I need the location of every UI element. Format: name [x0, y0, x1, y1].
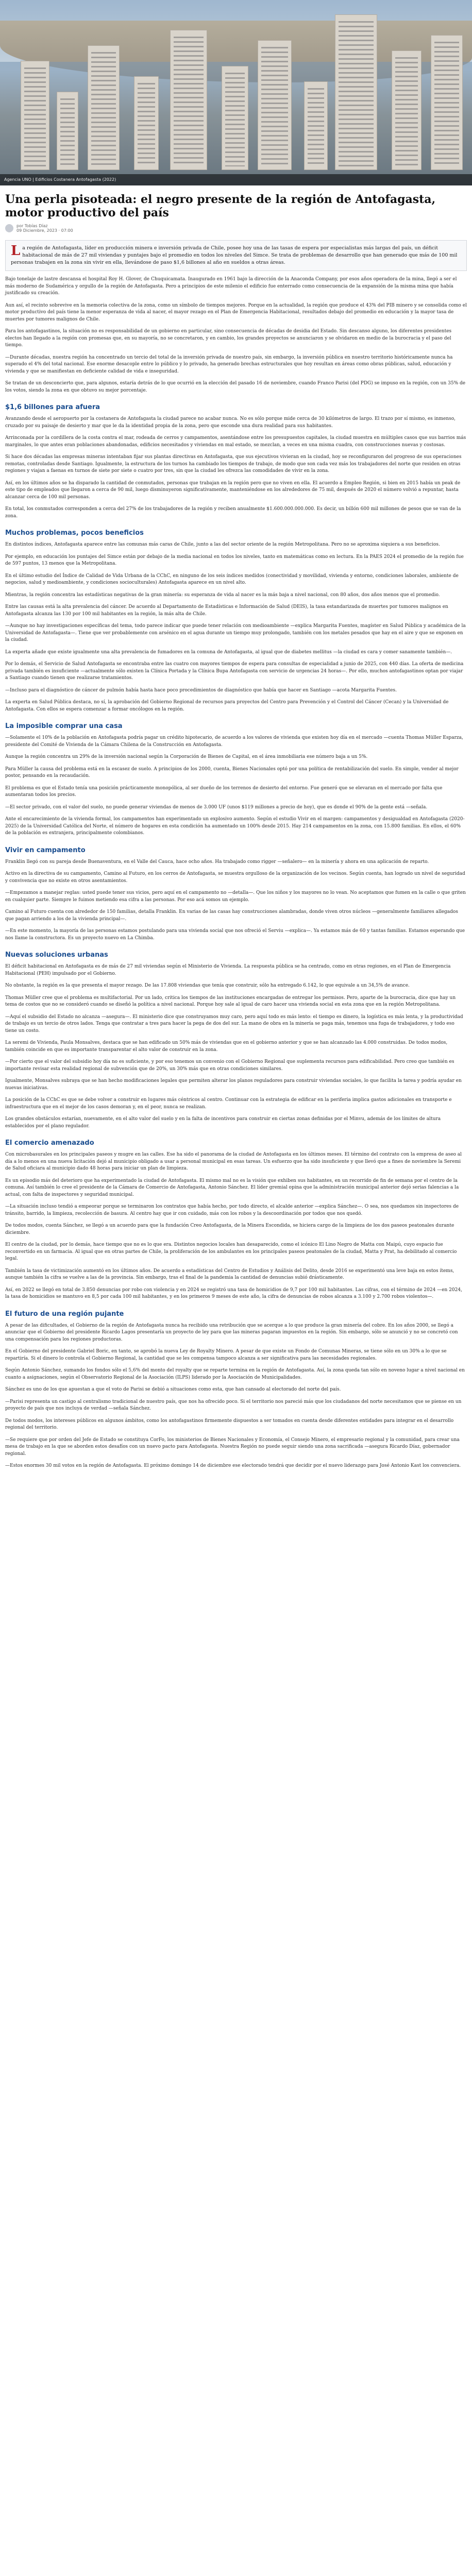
paragraph: Ante el encarecimiento de la vivienda formal, los campamentos han experimentado un explosivo aumento. Según el estudio Vivir en el margen: campamentos y desigualdad en Antofagasta (2020-2025) de la Universidad Católica del Norte, el número de hogares en esta condición ha aumentado un 100% desde 2015. Hay 214 campamentos en la zona, con 15.800 familias. En ellos, el 60% de la población es extranjera, principalmente colombianos. [5, 817, 465, 836]
hero-building [431, 35, 463, 170]
paragraph: —Aunque no hay investigaciones específicas del tema, todo parece indicar que puede tener relación con medioambiente —explica Margarita Fuentes, magíster en Salud Pública y académica de la Universidad de Antofagasta—. Tiene que ver probablemente con arsénico en el agua durante un tiempo muy prolongado, también con los metales pesados que hay en el aire y que se exponen en la ciudad. [5, 623, 466, 642]
section-heading: Muchos problemas, pocos beneficios [5, 529, 144, 537]
paragraph: Franklin llegó con su pareja desde Buenaventura, en el Valle del Cauca, hace ocho años. Ha trabajado como rigger —señalero— en la minería y ahora en una aplicación de reparto. [5, 859, 429, 865]
section-heading: El comercio amenazado [5, 1139, 94, 1147]
paragraph: En total, los conmutados corresponden a cerca del 27% de los trabajadores de la región y reciben anualmente $1.600.000.000.000. Es decir, un billón 600 mil millones de pesos que se van de la zona. [5, 506, 461, 519]
paragraph: El problema es que el Estado tenía una posición prácticamente monopólica, al ser dueño de los terrenos de desierto del entorno. Fue generó que se elevaran en el mercado por falta que aumentaran todos los precios. [5, 785, 443, 798]
hero-building [304, 81, 328, 170]
paragraph: Mientras, la región concentra las estadísticas negativas de la gran minería: su esperanza de vida al nacer es la más baja a nivel nacional, con 80 años, dos años menos que el promedio. [5, 592, 440, 598]
paragraph: La seremi de Vivienda, Paula Monsalves, destaca que se han edificado un 50% más de viviendas que en el gobierno anterior y que se han alcanzado las 4.000 construidas. De todos modos, también coincide en que es importante transparentar el alto valor de construir en la zona. [5, 1040, 448, 1053]
paragraph: —El sector privado, con el valor del suelo, no puede generar viviendas de menos de 3.000 UF (unos $119 millones a precio de hoy), que es donde el 90% de la gente está —señala. [5, 804, 428, 810]
paragraph: Los grandes obstáculos estarían, nuevamente, en el alto valor del suelo y en la falta de incentivos para construir en ciertas zonas definidas por el Minvu, además de los límites de altura establecidos por el plano regulador. [5, 1116, 441, 1129]
paragraph: Según Antonio Sánchez, sumando los fondos sólo el 5,6% del monto del royalty que se reparte termina en la región de Antofagasta. Así, la zona queda tan sólo en noveno lugar a nivel nacional en cuanto a asignaciones, según el Observatorio Regional de la Asociación (ILPS) liderado por la Asociación de Municipalidades. [5, 1368, 465, 1380]
paragraph: —Aquí el subsidio del Estado no alcanza —asegura—. El ministerio dice que construyamos muy caro, pero aquí todo es más lento: el tiempo es dinero, la logística es más lenta, y la productividad de trabajo es un tercio de otros lados. Tenga que contratar a tres para hacer la pega de dos del sur. La mano de obra en la minería se paga más, tenemos una fuga de trabajadores, y todo eso tiene un costo. [5, 1014, 463, 1033]
paragraph: Aun así, el recinto sobrevive en la memoria colectiva de la zona, como un símbolo de tiempos mejores. Porque en la actualidad, la región que produce el 43% del PIB minero y se consolida como el motor productivo del país tiene la menor esperanza de vida al nacer, el mayor rezago en el Plan de Emergencia Habitacional, resultados debajo del promedio en educación y la mayor tasa de muertes por tumores malignos de Chile. [5, 302, 467, 322]
paragraph: —Durante décadas, nuestra región ha concentrado un tercio del total de la inversión privada de nuestro país, sin embargo, la inversión pública en nuestro territorio históricamente nunca ha superado el 4% del total nacional. Ese enorme desacople entre lo público y lo privado, ha generado brechas estructurales que hoy resultan en áreas como obras públicas, salud, educación y vivienda y que se manifiestan en deficiente calidad de vida e inseguridad. [5, 354, 453, 374]
section-heading: La imposible comprar una casa [5, 722, 123, 730]
hero-building [258, 40, 292, 170]
paragraph: Thomas Müller cree que el problema es multifactorial. Por un lado, critica los tiempos de las instituciones encargadas de entregar los permisos. Pero, aparte de la burocracia, dice que hay un tema de costos que no se consideró cuando se diseñó la política a nivel nacional. Porque hoy sale al igual de caro hacer una vivienda social en esta zona que en la región Metropolitana. [5, 995, 456, 1007]
paragraph: Entre las causas está la alta prevalencia del cáncer. De acuerdo al Departamento de Estadísticas e Información de Salud (DEIS), la tasa estandarizada de muertes por tumores malignos en Antofagasta alcanza las 130 por 100 mil habitantes en la región, la más alta de Chile. [5, 604, 448, 617]
article [0, 185, 472, 1470]
paragraph: Bajo tonelaje de lastre descansa el hospital Roy H. Glover, de Chuquicamata. Inaugurado en 1961 bajo la dirección de la Anaconda Company, por esos años operadora de la mina, llegó a ser el más moderno de Sudamérica y orgullo de la región de Antofagasta. Pero a principios de este milenio el edificio fue enterrado como consecuencia de la expansión de la misma mina que había justificado su creación. [5, 277, 457, 296]
paragraph: Por ejemplo, en educación los puntajes del Simce están por debajo de la media nacional en todos los niveles, tanto en matemáticas como en lectura. En la PAES 2024 el promedio de la región fue de 597 puntos, 13 menos que la Metropolitana. [5, 554, 464, 566]
hero-building [335, 14, 377, 170]
paragraph: En distintos índices, Antofagasta aparece entre las comunas más caras de Chile, junto a las del sector oriente de la región Metropolitana. Pero no se aproxima siquiera a sus beneficios. [5, 542, 440, 547]
paragraph: El déficit habitacional en Antofagasta es de más de 27 mil viviendas según el Ministerio de Vivienda. La respuesta pública se ha centrado, como en otras regiones, en el Plan de Emergencia Habitacional (PEH) impulsado por el Gobierno. [5, 964, 451, 976]
paragraph: Aunque la región concentra un 29% de la inversión nacional según la Corporación de Bienes de Capital, en el área inmobiliaria ese número baja a un 5%. [5, 754, 368, 759]
hero-caption: Agencia UNO | Edificios Costanera Antofagasta (2022) [0, 174, 472, 185]
paragraph: La experta añade que existe igualmente una alta prevalencia de fumadores en la comuna de Antofagasta, al igual que de diabetes mellitus —la ciudad es cara y comer sanamente también—. [5, 649, 452, 655]
paragraph: —Empezamos a manejar reglas: usted puede tener sus vicios, pero aquí en el campamento no —detalla—. Que los niños y los mayores no lo vean. No aceptamos que fumen en la calle o que griten en cualquier parte. Siempre le fuimos metiendo esa cifra a las personas. Por eso acá somos un ejemplo. [5, 890, 466, 903]
paragraph: Avanzando desde el aeropuerto por la costanera de Antofagasta la ciudad parece no acabar nunca. No es sólo porque mide cerca de 30 kilómetros de largo. El trazo por sí mismo, es inmenso, cruzado por su paisaje de desierto y mar que le da la identidad propia de la zona, pero que esconde una dura realidad para sus habitantes. [5, 416, 456, 429]
paragraph: —Solamente el 10% de la población en Antofagasta podría pagar un crédito hipotecario, de acuerdo a los valores de vivienda que existen hoy día en el mercado —cuenta Thomas Müller Esparza, presidente del Comité de Vivienda de la Cámara Chilena de la Construcción en Antofagasta. [5, 735, 463, 748]
paragraph: De todos modos, los intereses públicos en algunos ámbitos, como los antofagastinos firmemente dispuestos a ser tomados en cuenta desde diferentes entidades para integrar en el desarrollo regional del territorio. [5, 1418, 454, 1430]
paragraph: —Se requiere que por orden del Jefe de Estado se constituya CorFo, los ministerios de Bienes Nacionales y Economía, el Consejo Minero, el empresario regional y la comunidad, para crear una mesa de trabajo en la que se aborden estos desafíos con un nuevo pacto para Antofagasta. Nuestra Región no puede seguir siendo una zona sacrificada —asegura Ricardo Díaz, gobernador regional. [5, 1437, 460, 1456]
paragraph: Es un episodio más del deterioro que ha experimentado la ciudad de Antofagasta. El mismo mal no es la visión que exhiben sus habitantes, en un recorrido de fin de semana por el centro de la comuna. Así también lo cree el presidente de la Cámara de Comercio de Antofagasta, Antonio Sánchez. El líder gremial opina que la administración municipal anterior dejó serias falencias a la actual, con falta de inspectores y seguridad municipal. [5, 1178, 459, 1197]
article-body [5, 276, 467, 1470]
paragraph: Para Müller la causa del problema está en la escasez de suelo. A principios de los 2000, cuenta, Bienes Nacionales optó por una política de rentabilización del suelo. En simple, vender al mejor postor, pensando en la recaudación. [5, 766, 459, 778]
lead-dropcap: L [11, 243, 21, 259]
paragraph: —Estos enormes 30 mil votos en la región de Antofagasta. El próximo domingo 14 de diciembre ese electorado tendrá que decidir por el nuevo liderazgo para José Antonio Kast los convenciera. [5, 1463, 461, 1468]
hero-building [88, 45, 120, 170]
paragraph: En el Gobierno del presidente Gabriel Boric, en tanto, se aprobó la nueva Ley de Royalty Minero. A pesar de que existe un Fondo de Comunas Mineras, se tiene sólo en un 30% a lo que se repartiría. Si el dinero lo controla el Gobierno Regional, la cantidad que se les compensa tampoco alcanza a ser significativa para las necesidades regionales. [5, 1349, 447, 1361]
paragraph: La posición de la CChC es que se debe volver a construir en lugares más céntricos al centro. Continuar con la estrategia de edificar en la periferia implica gastos adicionales en transporte e infraestructura que en el mejor de los casos demoran y, en el peor, nunca se realizan. [5, 1097, 452, 1110]
paragraph: Así, en 2022 se llegó en total de 3.850 denuncias por robo con violencia y en 2024 se registró una tasa de homicidios de 9,7 por 100 mil habitantes. Las cifras, con el término de 2024 —en 2024, la tasa de homicidios se mantuvo en 8,5 por cada 100 mil habitantes, y en los primeros 9 meses de este año, la cifra de denuncias de robos alcanza a 3.100 y 2.700 robos violentos—. [5, 1287, 462, 1299]
hero-building [222, 66, 248, 170]
paragraph: Sánchez es uno de los que apuestan a que el voto de Parisi se debió a situaciones como esta, que han cansado al electorado del norte del país. [5, 1387, 341, 1392]
hero-building [57, 92, 78, 170]
paragraph: Para los antofagastinos, la situación no es responsabilidad de un gobierno en particular, sino consecuencia de décadas de desidia del Estado. Sin descanso alguno, los diferentes presidentes electos han llegado a la región con promesas que, en su mayoría, no se concretaron, y en cambio, los grandes proyectos se anunciaron y se olvidaron en medio de la burocracia y el paso del tiempo. [5, 329, 452, 348]
byline [5, 224, 467, 233]
article-lead [5, 240, 467, 271]
hero-building [170, 30, 207, 170]
paragraph: Se tratan de un desconcierto que, para algunos, estaría detrás de lo que ocurrió en la elección del pasado 16 de noviembre, cuando Franco Parisi (del PDG) se impuso en la región, con un 35% de los votos, siendo la zona en que obtuvo su mejor porcentaje. [5, 381, 466, 393]
paragraph: Activo en la directiva de su campamento, Camino al Futuro, en los cerros de Antofagasta, se muestra orgulloso de la organización de los vecinos. Según cuenta, han logrado un nivel de seguridad y convivencia que no existe en otros asentamientos. [5, 871, 465, 884]
paragraph: A pesar de las dificultades, el Gobierno de la región de Antofagasta nunca ha recibido una retribución que se acerque a lo que produce la gran minería del cobre. En los años 2000, se llegó a anunciar que el Gobierno del presidente Ricardo Lagos presentaría un proyecto de ley para que las mineras pagaran impuestos en la región. Sin embargo, sólo se anunció y no se concretó con una compensación para los regiones productoras. [5, 1323, 458, 1342]
paragraph: No obstante, la región es la que presenta el mayor rezago. De las 17.808 viviendas que tenía que construir, sólo ha entregado 6.142, lo que equivale a un 34,5% de avance. [5, 983, 410, 988]
section-heading: Vivir en campamento [5, 846, 86, 854]
publish-date: 09 Diciembre, 2023 · 07:00 [16, 228, 73, 233]
paragraph: —En este momento, la mayoría de las personas estamos postulando para una vivienda social que nos ofreció el Serviu —explica—. Ya estamos más de 60 y tantas familias. Estamos esperando que nos llame la constructora. Es un proyecto nuevo en La Chimba. [5, 928, 465, 941]
paragraph: De todos modos, cuenta Sánchez, se llegó a un acuerdo para que la fundación Creo Antofagasta, de la Minera Escondida, se hiciera cargo de la limpieza de los dos paseos peatonales durante diciembre. [5, 1223, 454, 1235]
section-heading: Nuevas soluciones urbanas [5, 951, 108, 959]
paragraph: Así, en los últimos años se ha disparado la cantidad de conmutados, personas que trabajan en la región pero que no viven en ella. El acuerdo a Empleo Región, si bien en 2015 había un peak de este tipo de empleados que llegaron a cerca de 90 mil, luego disminuyeron significativamente, manteniéndose en los alrededores de 75 mil, después de 2020 el número volvió a repuntar, hasta alcanzar cerca de 100 mil personas. [5, 480, 461, 500]
hero-image [0, 0, 472, 185]
author-name[interactable]: por Tobías Díaz [16, 224, 48, 228]
paragraph: —Parisi representa un castigo al centralismo tradicional de nuestro país, que nos ha ofrecido poco. Si el territorio nos pareció más que los ciudadanos del norte necesitamos que se piense en un proyecto de país que nos incluya de verdad —señala Sánchez. [5, 1399, 462, 1411]
paragraph: —La situación incluso tendió a empeorar porque se terminaron los contratos que había hecho, por todo directo, el alcalde anterior —explica Sánchez—. O sea, nos quedamos sin inspectores de tránsito, barrido, la limpieza, recolección de basura. Al centro hay que ir con cuidado, más con los robos y la descoordinación por todos que nos quedó. [5, 1204, 459, 1216]
paragraph: —Incluso para el diagnóstico de cáncer de pulmón había hasta hace poco procedimientos de diagnóstico que había que hacer en Santiago —acota Margarita Fuentes. [5, 687, 397, 693]
paragraph: Con microbasurales en los principales paseos y mugre en las calles. Ese ha sido el panorama de la ciudad de Antofagasta en los últimos meses. El término del contrato con la empresa de aseo al día a lo menos en una nueva licitación dejó al municipio obligado a usar a personal municipal en esas tareas. Un esfuerzo que ha sido insuficiente y que llevó que a fines de noviembre la Seremi de Salud oficiara al municipio dado 48 horas para iniciar un plan de limpieza. [5, 1152, 462, 1171]
article-title: Una perla pisoteada: el negro presente de la región de Antofagasta, motor productivo del país [5, 193, 436, 219]
section-heading: El futuro de una región pujante [5, 1310, 124, 1318]
paragraph: En el último estudio del Índice de Calidad de Vida Urbana de la CChC, en ninguno de los seis índices medidos (conectividad y movilidad, vivienda y entorno, condiciones laborales, ambiente de negocios, salud y medioambiente, y condiciones socioculturales) Antofagasta aparece en un nivel alto. [5, 573, 459, 585]
hero-building [21, 61, 49, 170]
author-avatar [5, 224, 13, 232]
paragraph: Camino al Futuro cuenta con alrededor de 150 familias, detalla Franklin. En varias de las casas hay construcciones alambradas, donde viven otros núcleos —generalmente familiares allegados que pagan arriendo a los de la vivienda principal—. [5, 909, 458, 922]
paragraph: —Por cierto que el valor del subsidio hoy día no es suficiente, y por eso tenemos un convenio con el Gobierno Regional que suplementa recursos para edificabilidad. Pero creo que también es importante revisar esta realidad regional de subvención que de 20%, un 30% más que en otras condiciones similares. [5, 1059, 454, 1072]
paragraph: También la tasa de victimización aumentó en los últimos años. De acuerdo a estadísticas del Centro de Estudios y Análisis del Delito, desde 2016 se experimentó una leve baja en estos ítems, aunque también la cifra se vuelve a las de la provincia. Sin embargo, tras el final de la pandemia la cantidad de denuncias subió drásticamente. [5, 1268, 454, 1280]
hero-building [134, 76, 159, 170]
paragraph: Igualmente, Monsalves subraya que se han hecho modificaciones legales que permiten alterar los planos reguladores para construir viviendas sociales, lo que facilita la tarea y podría ayudar en nuevas iniciativas. [5, 1078, 462, 1091]
paragraph: Arrinconada por la cordillera de la costa contra el mar, rodeada de cerros y campamentos, asentándose entre los presupuestos capitales, la ciudad muestra en múltiples casos que sus barrios más marginales, lo que antes eran poblaciones abandonadas, edificios necesitados y viviendas en mal estado, se mezclan, a veces en una misma cuadra, con construcciones nuevas y costosas. [5, 435, 466, 448]
hero-building [392, 50, 422, 170]
paragraph: La experta en Salud Pública destaca, no sí, la aprobación del Gobierno Regional de recursos para proyectos del Centro para Prevención y el Control del Cáncer (Cecan) y la Universidad de Antofagasta. Con ellos se espera comenzar a formar oncólogos en la región. [5, 700, 449, 712]
paragraph: El centro de la ciudad, por lo demás, hace tiempo que no es lo que era. Distintos negocios locales han desaparecido, como el icónico El Lino Negro de Matta con Maipú, cuyo espacio fue reconvertido en un farmacia. Al igual que en otras partes de Chile, la proliferación de los ambulantes en los principales paseos peatonales de la ciudad, Matta y Prat, ha debilitado al comercio legal. [5, 1242, 457, 1261]
section-heading: $1,6 billones para afuera [5, 403, 100, 411]
paragraph: Si hace dos décadas las empresas mineras intentaban fijar sus plantas directivas en Antofagasta, que sus ejecutivos vivieran en la ciudad, hoy se reconfiguraron del progreso de sus operaciones remotas, controladas desde Santiago. Igualmente, la estructura de los turnos ha cambiado los tiempos de trabajo, de modo que son cada vez más los trabajadores del norte que residen en otras regiones y viajan a faenas en turnos de siete por siete o cuatro por tres, sin que la ciudad les ofrezca las comodidades de vivir en la zona. [5, 454, 462, 473]
paragraph: Por lo demás, el Servicio de Salud Antofagasta se encontraba entre las cuatro con mayores tiempos de espera para consultas de especialidad a junio de 2025, con 440 días. La oferta de medicina privada también es insuficiente —actualmente sólo existen la Clínica Portada y la Clínica Bupa Antofagasta con servicio de urgencias 24 horas—. Por ello, muchos antofagastinos optan por viajar a Santiago cuando tienen que realizarse tratamientos. [5, 662, 464, 681]
lead-text: a región de Antofagasta, líder en producción minera e inversión privada de Chile, posee hoy una de las tasas de espera por especialistas más largas del país, un déficit habitacional de más de 27 mil viviendas y puntajes bajo el promedio en todos los niveles del Simce. Se trata de problemas de desarrollo que han generado que más de 100 mil personas trabajen en la zona sin vivir en ella, llevándose de paso $1,6 billones al año en sueldos a otras áreas. [11, 245, 458, 265]
